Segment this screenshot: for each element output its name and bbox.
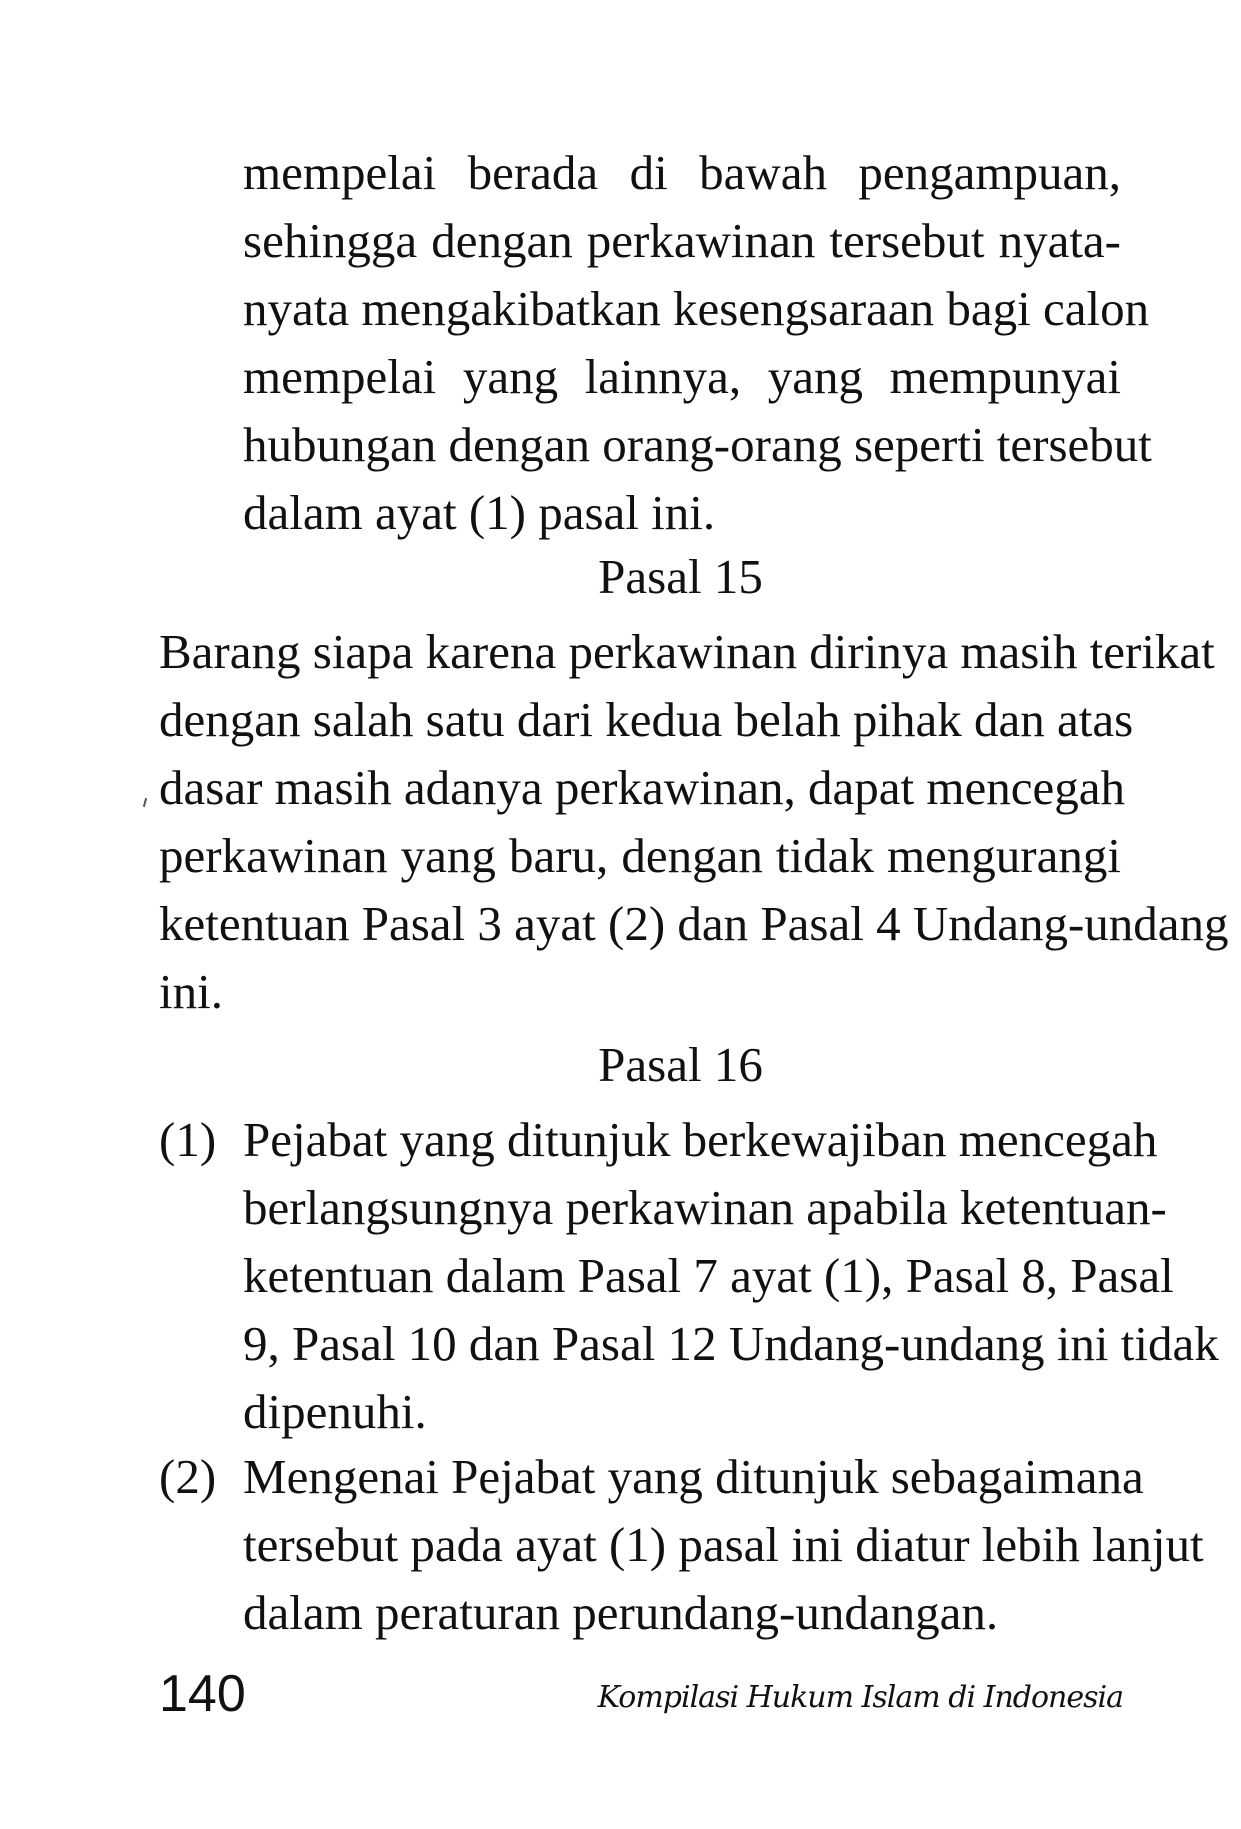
item-number: (1)	[159, 1112, 217, 1167]
text-line: mempelai berada di bawah pengampuan,	[243, 145, 1121, 200]
text-line: dalam peraturan perundang-undangan.	[243, 1585, 999, 1640]
text-line: ketentuan dalam Pasal 7 ayat (1), Pasal 8, Pasal	[243, 1248, 1174, 1303]
item-text	[243, 1106, 1219, 1446]
text-line: Pejabat yang ditunjuk berkewajiban mencegah	[243, 1112, 1158, 1167]
scan-mark	[143, 798, 147, 807]
text-line: ini.	[159, 964, 223, 1019]
text-line: berlangsungnya perkawinan apabila ketentuan-	[243, 1180, 1167, 1235]
continuation-paragraph	[243, 139, 1152, 547]
text-line: dipenuhi.	[243, 1384, 427, 1439]
item-number: (2)	[159, 1449, 217, 1504]
pasal-16-heading: Pasal 16	[598, 1037, 763, 1092]
text-line: nyata mengakibatkan kesengsaraan bagi calon	[243, 281, 1150, 336]
item-text	[243, 1443, 1204, 1647]
pasal-15-paragraph	[159, 618, 1229, 1026]
running-footer-title: Kompilasi Hukum Islam di Indonesia	[597, 1680, 1123, 1715]
text-line: perkawinan yang baru, dengan tidak mengurangi	[159, 828, 1121, 883]
text-line: 9, Pasal 10 dan Pasal 12 Undang-undang ini tidak	[243, 1316, 1219, 1371]
text-line: sehingga dengan perkawinan tersebut nyata-	[243, 213, 1121, 268]
text-line: dalam ayat (1) pasal ini.	[243, 485, 716, 540]
text-line: ketentuan Pasal 3 ayat (2) dan Pasal 4 Undang-undang	[159, 896, 1229, 951]
text-line: hubungan dengan orang-orang seperti tersebut	[243, 417, 1152, 472]
text-line: mempelai yang lainnya, yang mempunyai	[243, 349, 1121, 404]
page-number: 140	[159, 1665, 246, 1723]
pasal-15-heading: Pasal 15	[598, 549, 763, 604]
text-line: Barang siapa karena perkawinan dirinya masih terikat	[159, 624, 1215, 679]
text-line: dasar masih adanya perkawinan, dapat mencegah	[159, 760, 1125, 815]
text-line: dengan salah satu dari kedua belah pihak dan atas	[159, 692, 1134, 747]
text-line: Mengenai Pejabat yang ditunjuk sebagaimana	[243, 1449, 1144, 1504]
text-line: tersebut pada ayat (1) pasal ini diatur lebih lanjut	[243, 1517, 1204, 1572]
